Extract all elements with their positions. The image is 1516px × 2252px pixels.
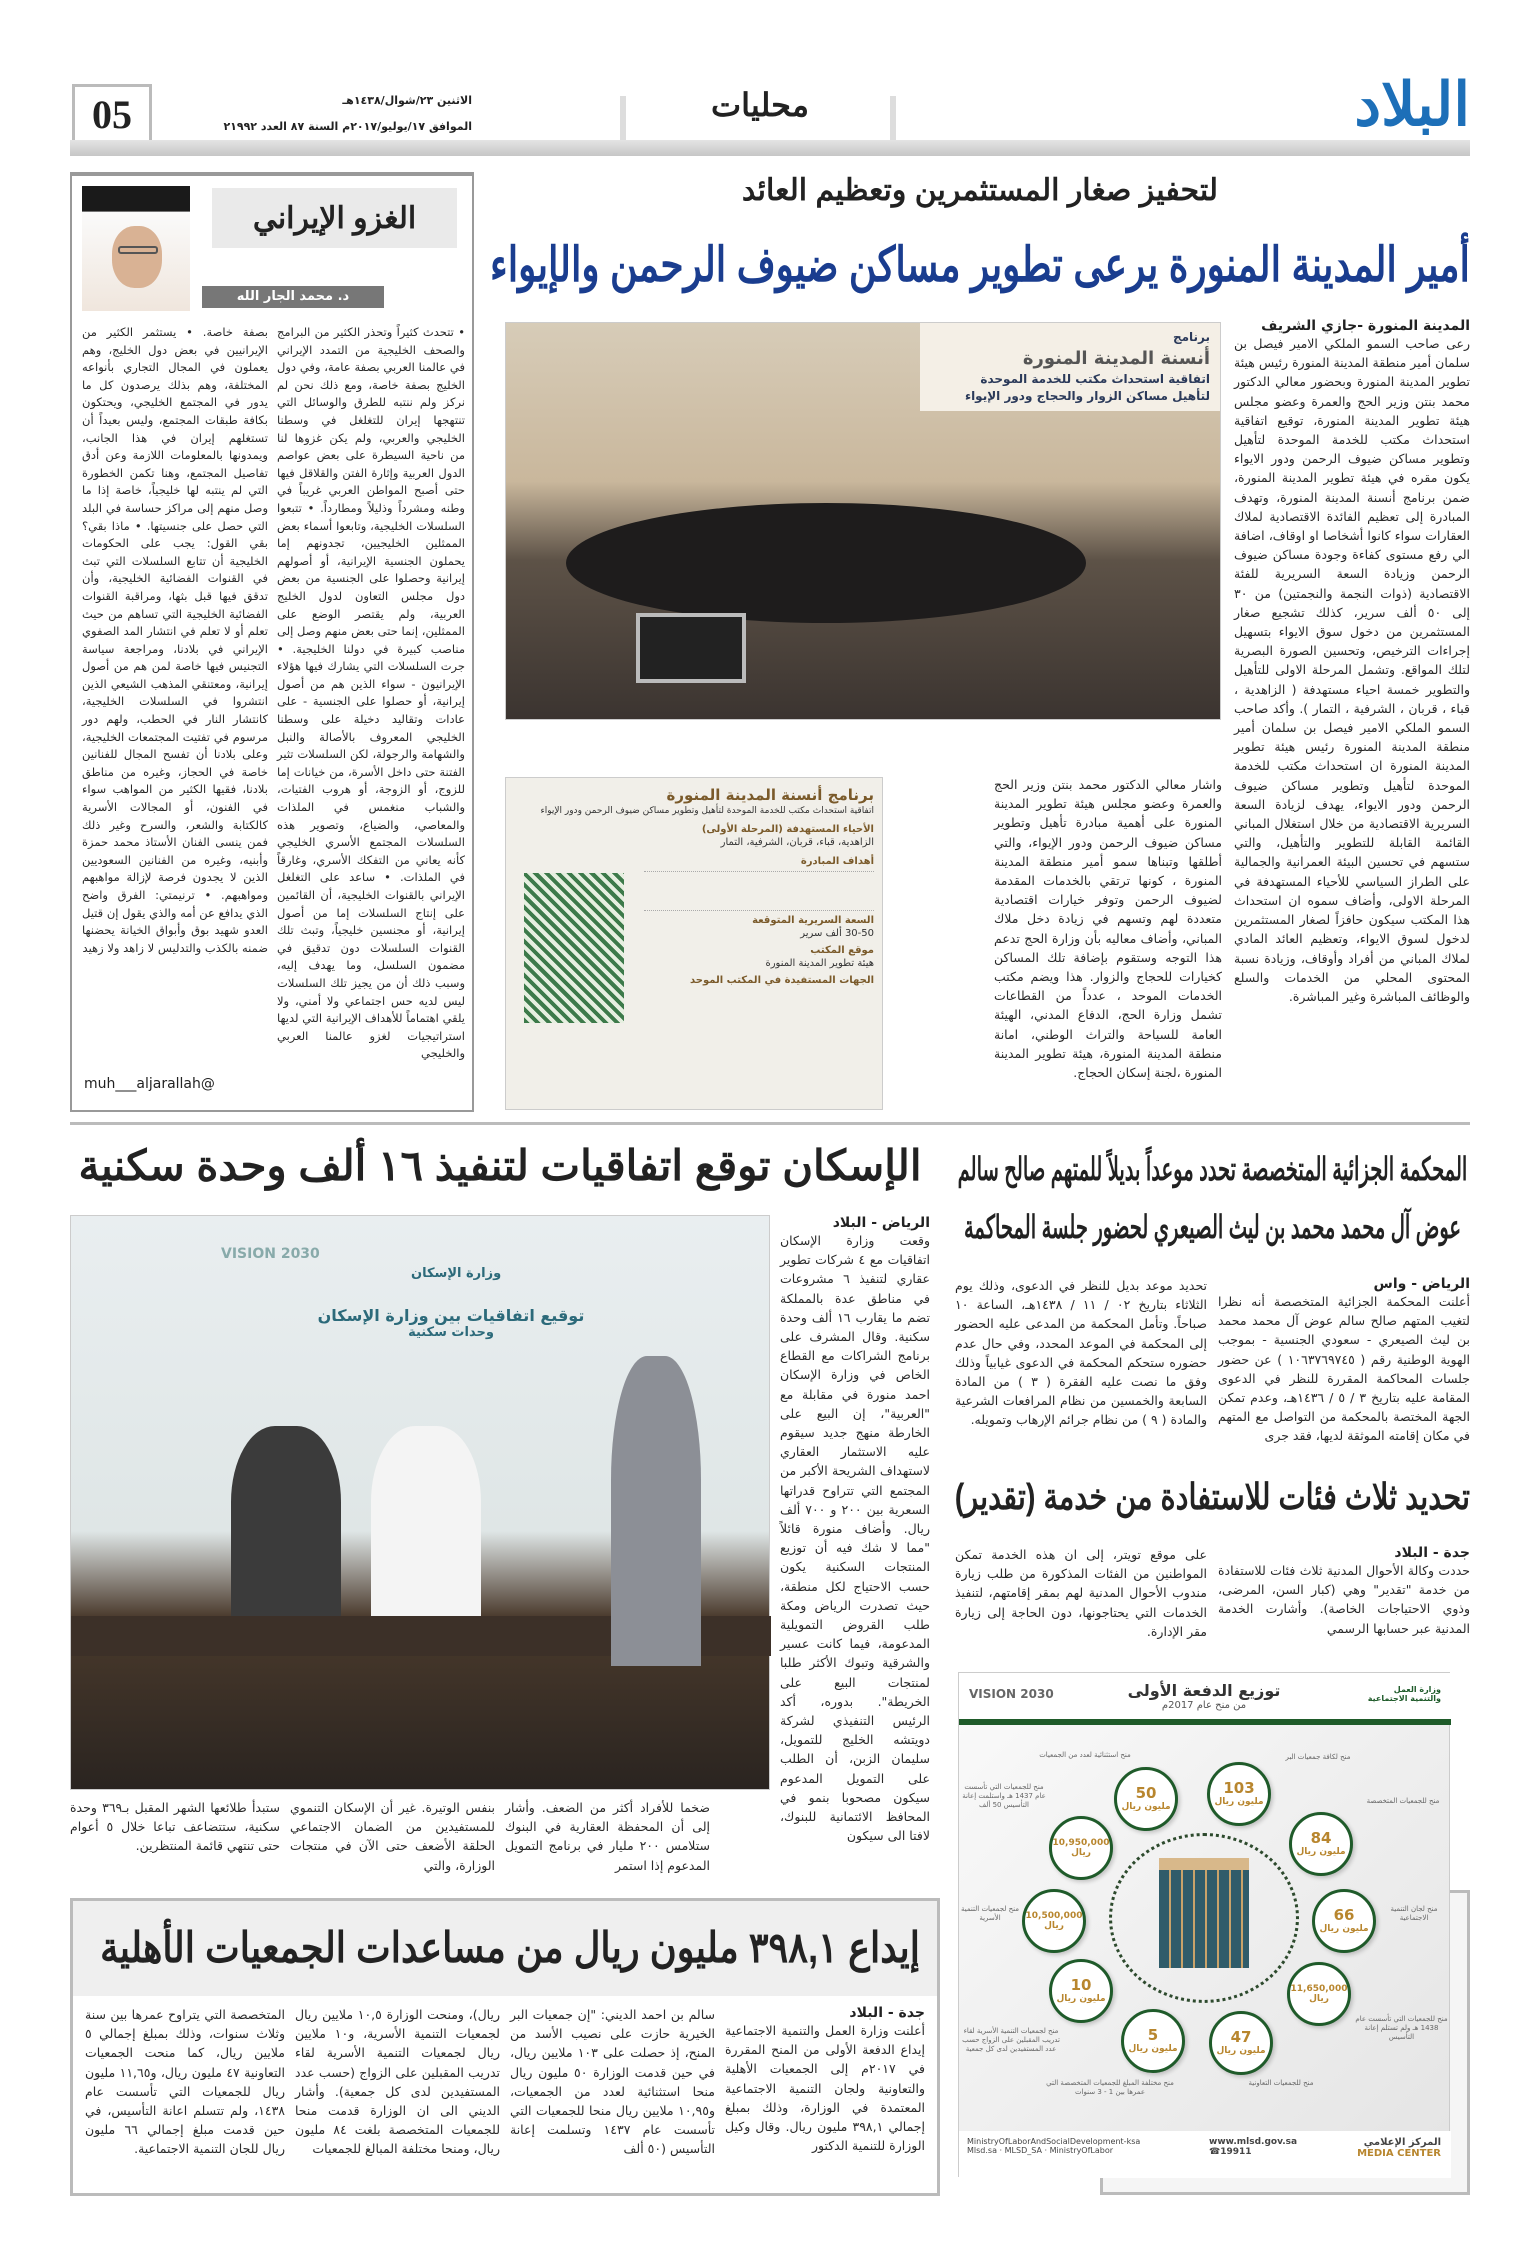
phone-number: 19911: [1220, 2147, 1252, 2157]
header-bar: [70, 140, 1470, 156]
newspaper-logo: البلاد: [1354, 71, 1470, 138]
grant-label: منح للجمعيات التي تأسست عام 1437 هـ واستلمت إعانة التأسيس 50 ألف: [962, 1783, 1046, 1809]
grant-value: 103: [1223, 1779, 1255, 1798]
dateline: جدة - البلاد: [1394, 1545, 1470, 1561]
infographic-footer: [959, 2131, 1451, 2178]
person: [611, 1356, 701, 1666]
article1-col2: واشار معالي الدكتور محمد بنتن وزير الحج والعمرة وعضو مجلس هيئة تطوير المدينة المنورة على أهمية مبادرة تأهيل وتطوير مساكن ضيوف الرحمن ودور الإيواء، والتي أطلقها وتبناها سمو أمير منطقة المدينة المنورة ، كونها ترتقي بالخدمات المقدمة لضيوف الرحمن وتوفر خيارات اقتصادية متعددة لهم وتسهم في زيادة دخل ملاك المباني، وأضاف معاليه بأن وزارة الحج تدعم هذا التوجه وستقوم بإضافة تلك المساكن كخيارات للحجاج والزوار. هذا ويضم مكتب الخدمات الموحد ، عدداً من القطاعات تشمل وزارة الحج، الدفاع المدني، الهيئة العامة للسياحة والتراث الوطني، امانة منطقة المدينة المنورة، هيئة تطوير المدينة المنورة ،لجنة إسكان الحجاج.: [994, 777, 1222, 1081]
media-center-logo: [1357, 2137, 1441, 2159]
divider: [620, 96, 626, 146]
meeting-table: [566, 503, 1086, 623]
ministry-logo: وزارة العمل والتنمية الاجتماعية: [1367, 1685, 1441, 1703]
author-handle: muh___aljarallah@: [84, 1076, 215, 1092]
poster-section: الأحياء المستهدفة (المرحلة الأولى): [701, 824, 874, 835]
grant-bubble: [1289, 1812, 1353, 1876]
banner-line: اتفاقية استحداث مكتب للخدمة الموحدة: [980, 371, 1210, 386]
grant-label: منح لكافة جمعيات البر: [1285, 1753, 1351, 1761]
grant-value: 5: [1147, 2026, 1159, 2045]
article1-col1: [1234, 318, 1470, 1108]
article5-c4: المتخصصة التي يتراوح عمرها بين سنة وثلاث سنوات، وذلك بمبلغ إجمالي ٥ ملايين ريال، كما منحت الجمعيات التعاونية ٤٧ مليون ريال، و١١,٦٥ مليون ريال للجمعيات التي تأسست عام ١٤٣٨، ولم تتسلم اعانة التأسيس، في حين قدمت مبلغ إجمالي ٦٦ مليون ريال للجان التنمية الاجتماعية.: [85, 2007, 286, 2157]
vision-logo: VISION 2030: [221, 1246, 320, 1262]
article5-c1: [725, 2005, 925, 2190]
banner-text: وحدات سكنية: [408, 1325, 494, 1340]
grant-label: منح للجمعيات المتخصصة: [1366, 1797, 1440, 1805]
banner-text: توقيع اتفاقيات بين وزارة الإسكان: [317, 1306, 585, 1325]
page-number: 05: [92, 91, 132, 137]
banner-line: برنامج: [1172, 330, 1210, 344]
divider: [890, 96, 896, 146]
dateline: المدينة المنورة -جازي الشريف: [1261, 318, 1470, 334]
poster-section: السعة السريرية المتوقعة: [752, 915, 874, 926]
grant-value: 11,650,000: [1290, 1983, 1348, 1994]
article5-c3: ريال)، ومنحت الوزارة ١٠,٥ ملايين ريال لجمعيات التنمية الأسرية، و١٠ ملايين ريال لجمعيات التنمية الأسرية لقاء تدريب المقبلين على الزواج (حسب عدد المستفيدين لدى كل جمعية). وأشار الديني الى ان الوزارة قدمت منحا للجمعيات المتخصصة بلغت ٨٤ مليون ريال، ومنحا مختلفة المبالغ للجمعيات: [295, 2007, 501, 2157]
article5-c2: سالم بن احمد الديني: "إن جمعيات البر الخيرية حازت على نصيب الأسد من المنح، إذ حصلت على ١٠٣ ملايين ريال، في حين قدمت الوزارة ٥٠ مليون ريال منحا استثنائية لعدد من الجمعيات، و١٠,٩٥ ملايين ريال منحا للجمعيات التي تأسست عام ١٤٣٧ وتسلمت إعانة التأسيس (٥٠ ألف: [510, 2007, 715, 2157]
grant-bubble: [1312, 1889, 1376, 1953]
grants-infographic: [958, 1672, 1450, 2177]
grant-bubble: [1209, 2011, 1273, 2075]
dateline: الرياض - واس: [1373, 1276, 1470, 1292]
article1-kicker: لتحفيز صغار المستثمرين وتعظيم العائد: [741, 174, 1219, 207]
grant-unit: ريال: [1071, 1848, 1091, 1858]
banner-line: لتأهيل مساكن الزوار والحجاج ودور الإيواء: [964, 388, 1210, 403]
building-icon: [1159, 1858, 1249, 1968]
subtitle: من منح عام 2017م: [1161, 1700, 1247, 1711]
grant-label: منح للجمعيات التعاونية: [1248, 2079, 1314, 2087]
article4-b2: بنفس الوتيرة. غير أن الإسكان التنموي للمستفيدين من الضمان الاجتماعي الحلقة الأضعف حتى الآن في منتجات الوزارة، والتي: [290, 1800, 495, 1873]
grant-label: منح مختلفة المبلغ للجمعيات المتخصصة التي عمرها بين 1 - 3 سنوات: [1046, 2079, 1174, 2096]
phone-icon: ☎: [1209, 2147, 1221, 2157]
grant-unit: مليون ريال: [1296, 1847, 1346, 1858]
program-poster: [505, 777, 883, 1110]
article4-side: [780, 1215, 930, 1844]
grant-value: 66: [1333, 1906, 1355, 1925]
infographic-title: [1099, 1681, 1309, 1711]
housing-signing-photo: [70, 1215, 770, 1790]
grant-unit: ريال: [1309, 1994, 1329, 2004]
grant-bubble: [1114, 1767, 1178, 1831]
article2-col2: تحديد موعد بديل للنظر في الدعوى، وذلك يوم الثلاثاء بتاريخ ٠٢ / ١١ / ١٤٣٨هـ، الساعة ١٠ صباحاً. وتأمل المحكمة من المدعى عليه الحضور إلى المحكمة في الموعد المحدد، وفي حال عدم حضوره ستحكم المحكمة في الدعوى غيابياً وذلك وفق ما نصت عليه الفقرة ( ٣ ) من المادة السابعة والخمسين من نظام المرافعات الشرعية والمادة ( ٩ ) من نظام جرائم الإرهاب وتمويله.: [955, 1278, 1207, 1428]
article-body: أعلنت وزارة العمل والتنمية الاجتماعية إيداع الدفعة الأولى من المنح المقررة في ٢٠١٧م إلى الجمعيات الأهلية والتعاونية ولجان التنمية الاجتماعية المعتمدة في الوزارة، وذلك بمبلغ إجمالي ٣٩٨,١ مليون ريال. وقال وكيل الوزارة للتنمية الدكتور: [725, 2023, 925, 2154]
column-title-box: [212, 188, 457, 248]
grant-value: 50: [1135, 1784, 1157, 1803]
grant-unit: مليون ريال: [1216, 2046, 1266, 2057]
article-body: وقعت وزارة الإسكان اتفاقيات مع ٤ شركات تطوير عقاري لتنفيذ ٦ مشروعات في مناطق عدة بالمملكة تضم ما يقارب ١٦ ألف وحدة سكنية. وقال المشرف على برنامج الشراكات مع القطاع الخاص في وزارة الإسكان احمد منورة في مقابلة مع "العربية"، إن البيع على الخارطة منهج جديد سيقوم عليه الاستثمار العقاري لاستهداف الشريحة الأكبر من المجتمع التي تتراوح قدراتها السعرية بين ٢٠٠ و ٧٠٠ ألف ريال. وأضاف منورة قائلاً "مما لا شك فيه أن توزيع المنتجات السكنية يكون حسب الاحتياج لكل منطقة، حيث تصدرت الرياض ومكة طلب القروض التمويلية المدعومة، فيما كانت عسير والشرقية وتبوك الأكثر طلبا لمنتجات البيع على الخريطة". بدوره، أكد الرئيس التنفيذي لشركة دويتشه الخليج للتمويل، سليمان الزبن، أن الطلب على التمويل المدعوم سيكون مصحوبا بنمو في المحافظ الائتمانية للبنوك، لافتا الى سيكون: [780, 1233, 930, 1844]
grant-unit: مليون ريال: [1056, 1994, 1106, 2005]
dateline: الرياض - البلاد: [832, 1215, 930, 1231]
grant-value: 10,950,000: [1052, 1837, 1110, 1848]
social-links: MinistryOfLaborAndSocialDevelopment-ksa Mlsd.sa · MLSD_SA · MinistryOfLabor: [967, 2137, 1141, 2155]
grant-unit: ريال: [1044, 1921, 1064, 1931]
article4-headline: الإسكان توقع اتفاقيات لتنفيذ ١٦ ألف وحدة سكنية: [78, 1142, 922, 1189]
grant-unit: مليون ريال: [1128, 2044, 1178, 2055]
media-ar: المركز الإعلامي: [1363, 2137, 1441, 2148]
website-link[interactable]: www.mlsd.gov.sa: [1209, 2137, 1298, 2147]
grant-unit: مليون ريال: [1214, 1797, 1264, 1808]
poster-section: أهداف المبادرة: [800, 856, 874, 867]
grant-bubble: [1121, 2009, 1185, 2073]
article4-b1: ضخما للأفراد أكثر من الضعف. وأشار إلى أن المحفظة العقارية في البنوك ستلامس ٢٠٠ مليار في برنامج التمويل المدعوم إذا استمر: [505, 1800, 710, 1873]
article2-col1: [1218, 1276, 1470, 1444]
poster-title: برنامج أنسنة المدينة المنورة: [666, 786, 874, 804]
social-handle[interactable]: Mlsd.sa: [967, 2146, 997, 2155]
grant-bubble: [1287, 1962, 1351, 2026]
meeting-photo: [505, 322, 1221, 720]
poster-section: الجهات المستفيدة في المكتب الموحد: [690, 975, 874, 986]
decorative-pattern: [524, 873, 624, 1023]
banner-line: أنسنة المدينة المنورة: [1022, 347, 1210, 369]
poster-text: 30-50 ألف سرير: [800, 928, 874, 939]
person: [371, 1426, 481, 1616]
article1-headline: أمير المدينة المنورة يرعى تطوير مساكن ضيوف الرحمن والإيواء: [490, 239, 1470, 292]
article4-b3: ستبدأ طلائعها الشهر المقبل بـ٣٦٩ وحدة سكنية، ستتضاعف تباعا خلال ٥ أعوام حتى تنتهي قائمة المنتظرين.: [70, 1800, 280, 1854]
article3-col2: على موقع تويتر، إلى ان هذه الخدمة تمكن المواطنين من الفئات المذكورة من طلب زيارة مندوب الأحوال المدنية لهم بمقر إقامتهم، لتنفيذ الخدمات التي يحتاجونها، دون الحاجة إلى زيارة مقر الإدارة.: [955, 1547, 1207, 1639]
grant-label: منح لجمعيات التنمية الأسرية لقاء تدريب المقبلين على الزواج حسب عدد المستفيدين لدى كل جمعية: [962, 2027, 1060, 2053]
media-en: MEDIA CENTER: [1357, 2148, 1441, 2159]
grant-unit: مليون ريال: [1319, 1924, 1369, 1935]
laptop: [636, 613, 746, 683]
grant-value: 10: [1070, 1976, 1092, 1995]
grant-label: منح استثنائية لعدد من الجمعيات: [1039, 1751, 1131, 1759]
date-hijri: الاثنين ٢٣/شوال/١٤٣٨هـ: [342, 94, 472, 107]
article3-col1: [1218, 1545, 1470, 1660]
grant-bubble: [1207, 1762, 1271, 1826]
poster-section: موقع المكتب: [810, 945, 874, 956]
grant-bubble: [1049, 1959, 1113, 2023]
ministry-logo: وزارة الإسكان: [411, 1266, 502, 1281]
dateline: جدة - البلاد: [849, 2005, 925, 2021]
article3-headline: تحديد ثلاث فئات للاستفادة من خدمة (تقدير): [954, 1476, 1470, 1517]
vision-logo: VISION 2030: [969, 1687, 1054, 1701]
issue-dates: [162, 88, 472, 140]
grant-label: منح لجان التنمية الاجتماعية: [1390, 1905, 1438, 1922]
article-body: أعلنت المحكمة الجزائية المتخصصة أنه نظرا لتغيب المتهم صالح سالم عوض آل محمد محمد بن ليث الصيعري - سعودي الجنسية - بموجب الهوية الوطنية رقم ( ١٠٦٣٧٦٩٧٤٥ ) عن حضور جلسات المحاكمة المقررة للنظر في الدعوى المقامة عليه بتاريخ ٣ / ٥ / ١٤٣٦هـ، وعدم تمكن الجهة المختصة بالمحكمة من التواصل مع المتهم في مكان إقامته الموثقة لديها، فقد جرى: [1218, 1294, 1470, 1444]
grant-bubble: [1049, 1816, 1113, 1880]
column-title: الغزو الإيراني: [252, 201, 417, 235]
backdrop-banner: [251, 1306, 651, 1340]
column-text-col2: بصفة خاصة. • يستثمر الكثير من الإيرانيين في بعض دول الخليج، وهم يعملون في المجال التجاري بأنواعه المختلفة، وهم بذلك يرصدون كل ما يدور في المجتمع الخليجي، ويحتكون بكافة طبقات المجتمع، وليس بعيداً أن تستغلهم إيران في هذا الجانب، ويمدونها بالمعلومات اللازمة وعن أدق تفاصيل المجتمع، وهنا تكمن الخطورة التي لم ينتبه لها خليجياً، خاصة إذا ما وصل منهم إلى مراكز حساسة في البلد التي حصل على جنسيتها. • ماذا بقي؟ بقي القول: يجب على الحكومات الخليجية أن تتابع السلسلات التي تبث في القنوات الفضائية الخليجية، وأن تدقق فيها قبل بثها، ومراقبة القنوات الفضائية الخليجية التي تساهم من حيث تعلم أو لا تعلم في انتشار المد الصفوي الإيراني في بلادنا، ومراجعة سياسة التجنيس فيها خاصة لمن هم من أصول إيرانية، ومعتنقي المذهب الشيعي الذين انتشروا في السلسلات الخليجية، كانتشار النار في الحطب، ولهم دور مرسوم في تفتيت المجتمعات الخليجية، وعلى بلادنا أن تفسح المجال للفنانين خاصة في الحجاز، وغيره من مناطق بلادنا، فقيها الكثير من المواهب سواء في الفنون، أو المجالات الأسرية كالكتابة والشعر، والسرح وغير ذلك فمن ينسى الفنان الأستاذ محمد حمزة وأبنيه، وغيره من الفنانين السعوديين الذين لا يجدون فرصة لإزالة مواهبهم ومواهبهم. • ترنيمتي: الفرق واضح الذي يدافع عن أمه والذي يقول إن قتيل العدو شهيد بوق وأبواق الخيانة يحضنها ضمنه بالكذب والتدليس لا زاهد ولا زهيد: [82, 325, 268, 955]
social-handle[interactable]: MLSD_SA: [1004, 2146, 1042, 2155]
author-name-bar: [202, 286, 384, 308]
page-number-box: [72, 84, 152, 144]
opinion-column: [70, 172, 474, 1112]
author-name: د. محمد الجار الله: [236, 289, 350, 304]
grant-bubble: [1022, 1889, 1086, 1953]
section-divider: [70, 1122, 1470, 1125]
poster-text: الزاهدية، قباء، قربان، الشرفية، التمار: [720, 837, 874, 848]
grant-label: منح للجمعيات التي تأسست عام 1438 هـ ولم تستلم إعانة التأسيس: [1355, 2015, 1448, 2041]
grant-value: 84: [1310, 1829, 1332, 1848]
poster-subtitle: اتفاقية استحداث مكتب للخدمة الموحدة لتأهيل وتطوير مساكن ضيوف الرحمن ودور الإيواء: [540, 806, 874, 816]
article2-headline: المحكمة الجزائية المتخصصة تحدد موعداً بديلاً للمتهم صالح سالم عوض آل محمد محمد بن ليث الصيعري لحضور جلسة المحاكمة: [957, 1151, 1468, 1245]
article5-headline: إيداع ٣٩٨,١ مليون ريال من مساعدات الجمعيات الأهلية: [100, 1924, 920, 1971]
section-title: محليات: [711, 87, 809, 123]
social-handle[interactable]: MinistryOfLabor: [1049, 2146, 1114, 2155]
photo-banner: [920, 323, 1220, 411]
title: توزيع الدفعة الأولى: [1127, 1681, 1281, 1700]
poster-text: هيئة تطوير المدينة المنورة: [765, 958, 874, 969]
grant-unit: مليون ريال: [1121, 1802, 1171, 1813]
social-handle[interactable]: MinistryOfLaborAndSocialDevelopment-ksa: [967, 2137, 1141, 2146]
grant-label: منح لجمعيات التنمية الأسرية: [961, 1905, 1019, 1922]
author-photo: [82, 186, 190, 311]
grant-value: 10,500,000: [1025, 1910, 1083, 1921]
contact: [1209, 2137, 1297, 2157]
grant-value: 47: [1230, 2028, 1252, 2047]
date-gregorian: الموافق ١٧/يوليو/٢٠١٧م السنة ٨٧ العدد ٢١٩٩٢: [223, 120, 472, 133]
person: [231, 1426, 341, 1616]
article-body: رعى صاحب السمو الملكي الامير فيصل بن سلمان أمير منطقة المدينة المنورة رئيس هيئة تطوير المدينة المنورة وبحضور معالي الدكتور محمد بنتن وزير الحج والعمرة وعضو مجلس هيئة تطوير المدينة المنورة، توقيع اتفاقية استحداث مكتب للخدمة الموحدة لتأهيل وتطوير مساكن ضيوف الرحمن ودور الايواء يكون مقره في هيئة تطوير المدينة المنورة، ضمن برنامج أنسنة المدينة المنورة، وتهدف المبادرة إلى تعظيم الفائدة الاقتصادية لملاك العقارات سواء كانوا أشخاصا او اوقاف، اضافة الي رفع مستوى كفاءة وجودة مساكن ضيوف الرحمن وزيادة السعة السريرية للفئة الاقتصادية (ذوات النجمة والنجمتين) من ٣٠ إلى ٥٠ ألف سرير، كذلك تشجيع صغار المستثمرين من دخول سوق الايواء بتسهيل إجراءات الترخيص، وتحسين الصورة البصرية لتلك المواقع. وتشمل المرحلة الاولى للتأهيل والتطوير خمسة احياء مستهدفة ( الزاهدية ، قباء ، قربان ، الشرفية ، التمار ). وأكد صاحب السمو الملكي الامير فيصل بن سلمان أمير منطقة المدينة المنورة رئيس هيئة تطوير المدينة المنورة ان استحداث مكتب للخدمة الموحدة لتأهيل وتطوير مساكن ضيوف الرحمن ودور الايواء، يهدف لزيادة السعة السريرية الاقتصادية من خلال استغلال المباني القائمة القابلة للتطوير والتأهيل، والتي ستسهم في تحسين البيئة العمرانية والجمالية على الطراز السياسي للأحياء المستهدفة في المرحلة الاولى، وأضاف سموه ان استحداث هذا المكتب سيكون حافزاً لصغار المستثمرين لدخول لسوق الايواء، وتعظيم العائد المادي لملاك المباني من أفراد وأوقاف، وزيادة نسبة المحتوى المحلي من الخدمات والسلع والوظائف المباشرة وغير المباشرة.: [1234, 336, 1470, 1004]
article-body: حددت وكالة الأحوال المدنية ثلاث فئات للاستفادة من خدمة "تقدير" وهي (كبار السن، المرضى، وذوي الاحتياجات الخاصة). وأشارت الخدمة المدنية عبر حسابها الرسمي: [1218, 1563, 1470, 1636]
column-text-col1: • تتحدث كثيراً وتحذر الكثير من البرامج والصحف الخليجية من التمدد الإيراني في عالمنا العربي بصفة عامة، وفي دول الخليج بصفة خاصة، ومع ذلك نحن لم نركز ولم ننتبه للطرق والوسائل التي تنتهجها إيران للتغلغل في وسطنا الخليجي والعربي، ولم يكن غزوها لنا من ناحية السيطرة على بعض عواصم الدول العربية وإثارة الفتن والقلاقل فيها حتى أصبح المواطن العربي غريباً في وطنه ومشرداً وذليلاً ومطارداً. • تتبعوا السلسلات الخليجية، وتابعوا أسماء بعض الممثلين الخليجيين، تجدونهم إما يحملون الجنسية الإيرانية، أو أصولهم إيرانية وحصلوا على الجنسية من بعض دول مجلس التعاون لدول الخليج العربية، ولم يقتصر الوضع على الممثلين، إنما حتى بعض منهم وصل إلى مناصب كبيرة في دولنا الخليجية. • جرت السلسلات التي يشارك فيها هؤلاء الإيرانيون - سواء الذين هم من أصول إيرانية، أو حصلوا على الجنسية - على عادات وتقاليد دخيلة على وسطنا الخليجي المعروف بالأصالة والنبل والشهامة والرجولة، لكن السلسلات تثير الفتنة حتى داخل الأسرة، من خيانات إما للزوج، أو الزوجة، أو هروب الفتيات، والشباب منغمس في الملذات والمعاصي، والضياع، وتصوير هذه السلسلات المجتمع الأسري الخليجي كأنه يعاني من التفكك الأسري، وغارقاً في الملذات. • ساعد على التغلغل الإيراني بالقنوات الخليجية، أن القائمين على إنتاج السلسلات إما من أصول إيرانية، أو مجنسين خليجياً، وتبث تلك القنوات السلسلات دون تدقيق في مضمون السلسل، وما يهدف إليه، وسبب ذلك أن من يجيز تلك السلسلات ليس لديه حس اجتماعي ولا أمني، ولا يلقي اهتماماً للأهداف الإيرانية التي لديها استراتيجيات لغزو عالمنا العربي والخليجي: [277, 325, 465, 1061]
